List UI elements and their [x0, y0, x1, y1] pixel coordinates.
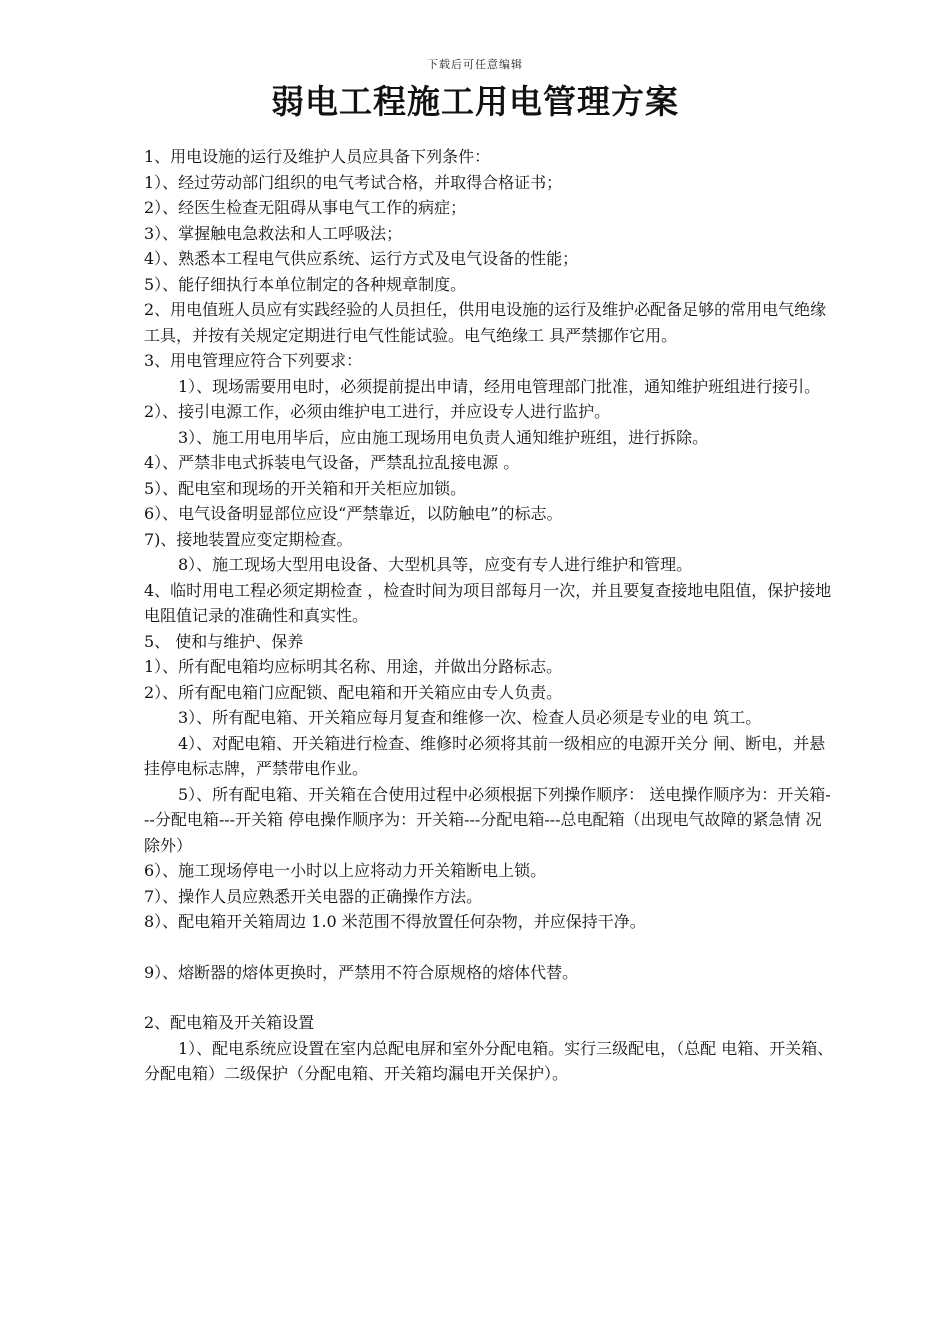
paragraph: 1）、现场需要用电时，必须提前提出申请，经用电管理部门批准，通知维护班组进行接引。: [178, 376, 821, 396]
paragraph: 3）、所有配电箱、开关箱应每月复查和维修一次、检查人员必须是专业的电 筑工。: [178, 708, 762, 727]
paragraph: 1）、配电系统应设置在室内总配电屏和室外分配电箱。实行三级配电，（总配 电箱、开关箱、分配电箱）二级保护（分配电箱、开关箱均漏电开关保护）。: [144, 1038, 834, 1083]
paragraph: 3、用电管理应符合下列要求：: [144, 351, 363, 370]
paragraph: 5）、配电室和现场的开关箱和开关柜应加锁。: [144, 478, 467, 498]
paragraph: 4）、对配电箱、开关箱进行检查、维修时必须将其前一级相应的电源开关分 闸、断电，并悬挂停电标志牌，严禁带电作业。: [144, 733, 826, 778]
document-title: 弱电工程施工用电管理方案: [271, 82, 679, 121]
paragraph: 3）、掌握触电急救法和人工呼吸法；: [144, 223, 403, 243]
paragraph: 7)、接地装置应变定期检查。: [144, 529, 353, 549]
paragraph: 6）、电气设备明显部位应设“严禁靠近，以防触电”的标志。: [144, 504, 563, 523]
document-body: [144, 144, 834, 1087]
paragraph: 5、 使和与维护、保养: [144, 631, 304, 651]
paragraph: 4）、严禁非电式拆装电气设备，严禁乱拉乱接电源 。: [144, 453, 520, 472]
paragraph: 1、用电设施的运行及维护人员应具备下列条件：: [144, 147, 491, 166]
paragraph: 5）、所有配电箱、开关箱在合使用过程中必须根据下列操作顺序： 送电操作顺序为：开关箱---分配电箱---开关箱 停电操作顺序为：开关箱---分配电箱---总电配箱（出现电气故障的紧急情 况除外）: [144, 784, 831, 855]
header-note: 下载后可任意编辑: [427, 58, 523, 71]
paragraph: 2、配电箱及开关箱设置: [144, 1013, 315, 1032]
paragraph: 1）、所有配电箱均应标明其名称、用途，并做出分路标志。: [144, 657, 563, 676]
paragraph: 4）、熟悉本工程电气供应系统、运行方式及电气设备的性能；: [144, 249, 579, 268]
paragraph: 9）、熔断器的熔体更换时，严禁用不符合原规格的熔体代替。: [144, 962, 579, 982]
paragraph: [144, 985, 834, 1010]
paragraph: 5）、能仔细执行本单位制定的各种规章制度。: [144, 274, 467, 294]
paragraph: [144, 935, 834, 960]
paragraph: 2、用电值班人员应有实践经验的人员担任，供用电设施的运行及维护必配备足够的常用电气绝缘工具，并按有关规定定期进行电气性能试验。电气绝缘工 具严禁挪作它用。: [144, 300, 827, 345]
paragraph: 8）、施工现场大型用电设备、大型机具等，应变有专人进行维护和管理。: [178, 555, 693, 574]
paragraph: 2）、所有配电箱门应配锁、配电箱和开关箱应由专人负责。: [144, 682, 563, 702]
paragraph: 8）、配电箱开关箱周边 1.0 米范围不得放置任何杂物，并应保持干净。: [144, 912, 646, 931]
paragraph: 3）、施工用电用毕后，应由施工现场用电负责人通知维护班组，进行拆除。: [178, 427, 709, 447]
paragraph: 6）、施工现场停电一小时以上应将动力开关箱断电上锁。: [144, 861, 547, 880]
paragraph: 1）、经过劳动部门组织的电气考试合格，并取得合格证书；: [144, 172, 563, 192]
paragraph: 2）、经医生检查无阻碍从事电气工作的病症；: [144, 198, 467, 217]
paragraph: 2）、接引电源工作，必须由维护电工进行，并应设专人进行监护。: [144, 402, 611, 421]
paragraph: 7）、操作人员应熟悉开关电器的正确操作方法。: [144, 886, 483, 906]
paragraph: 4、临时用电工程必须定期检查 ，检查时间为项目部每月一次，并且要复查接地电阻值，保护接地电阻值记录的准确性和真实性。: [144, 580, 832, 625]
